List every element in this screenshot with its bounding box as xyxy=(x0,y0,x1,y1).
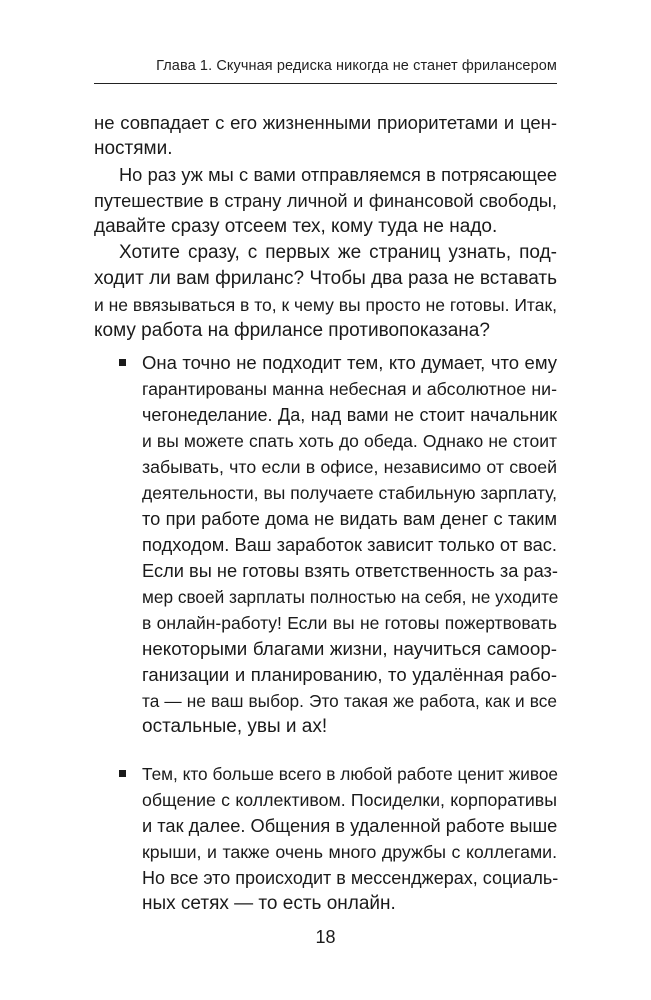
bullet-1-line-14: та — не ваш выбор. Это такая же работа, как и все xyxy=(142,691,557,711)
bullet-2-line-5: Но все это происходит в мессенджерах, социаль- xyxy=(142,868,559,888)
paragraph-3-line-2: ходит ли вам фриланс? Чтобы два раза не вставать xyxy=(94,268,557,289)
page-number: 18 xyxy=(315,927,336,947)
bullet-2-line-6: ных сетях — то есть онлайн. xyxy=(142,893,396,914)
paragraph-3-line-4: кому работа на фрилансе противопоказана? xyxy=(94,320,490,341)
bullet-marker-2 xyxy=(119,770,126,777)
bullet-1-line-8: подходом. Ваш заработок зависит только от вас. xyxy=(142,534,557,555)
bullet-1-line-13: ганизации и планированию, то удалённая рабо- xyxy=(142,664,557,685)
bullet-1-line-6: деятельности, вы получаете стабильную зарплату, xyxy=(142,483,557,503)
bullet-1-line-4: и вы можете спать хоть до обеда. Однако не стоит xyxy=(142,431,557,451)
bullet-2-line-1: Тем, кто больше всего в любой работе ценит живое xyxy=(142,764,559,784)
bullet-1-line-1: Она точно не подходит тем, кто думает, что ему xyxy=(142,352,557,373)
bullet-2-line-3: и так далее. Общения в удаленной работе выше xyxy=(142,815,558,836)
running-header: Глава 1. Скучная редиска никогда не станет фрилансером xyxy=(156,58,557,74)
header-rule xyxy=(94,83,557,84)
paragraph-1-line-1: не совпадает с его жизненными приоритетами и цен- xyxy=(94,112,557,133)
bullet-1-line-2: гарантированы манна небесная и абсолютное ни- xyxy=(142,379,557,399)
paragraph-2-line-1: Но раз уж мы с вами отправляемся в потрясающее xyxy=(119,164,557,185)
bullet-1-line-7: то при работе дома не видать вам денег с таким xyxy=(142,508,557,529)
bullet-2-line-2: общение с коллективом. Посиделки, корпоративы xyxy=(142,790,557,810)
bullet-marker-1 xyxy=(119,359,126,366)
paragraph-1-line-2: ностями. xyxy=(94,138,173,159)
bullet-1-line-11: в онлайн-работу! Если вы не готовы пожертвовать xyxy=(142,613,557,633)
bullet-1-line-10: мер своей зарплаты полностью на себя, не уходите xyxy=(142,587,559,607)
paragraph-3-line-3: и не ввязываться в то, к чему вы просто не готовы. Итак, xyxy=(94,295,557,315)
bullet-1-line-9: Если вы не готовы взять ответственность за раз- xyxy=(142,560,558,581)
bullet-2-line-4: крыши, и также очень много дружбы с коллегами. xyxy=(142,842,557,862)
bullet-1-line-12: некоторыми благами жизни, научиться самоор- xyxy=(142,638,557,659)
bullet-1-line-15: остальные, увы и ах! xyxy=(142,716,328,737)
bullet-1-line-3: чегонеделание. Да, над вами не стоит начальник xyxy=(142,405,557,425)
paragraph-3-line-1: Хотите сразу, с первых же страниц узнать, под- xyxy=(119,242,557,263)
paragraph-2-line-2: путешествие в страну личной и финансовой свободы, xyxy=(94,190,557,211)
paragraph-2-line-3: давайте сразу отсеем тех, кому туда не надо. xyxy=(94,216,498,237)
bullet-1-line-5: забывать, что если в офисе, независимо от своей xyxy=(142,457,557,477)
